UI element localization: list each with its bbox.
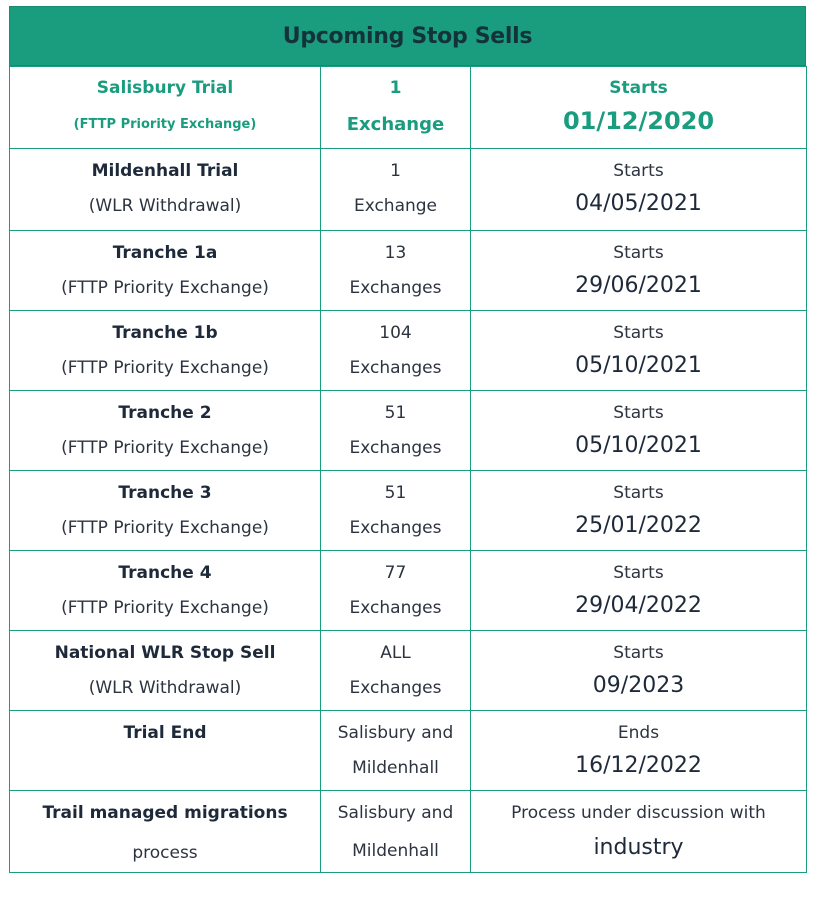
- stop-sells-table: [9, 66, 807, 873]
- table-row: [10, 471, 807, 551]
- row-date: 05/10/2021: [575, 433, 702, 458]
- table-row: [10, 551, 807, 631]
- row-date: industry: [593, 835, 684, 860]
- row-label: Starts: [613, 323, 664, 343]
- row-unit: Exchanges: [349, 278, 442, 298]
- row-unit: Exchange: [353, 196, 438, 216]
- row-name: Tranche 3: [118, 483, 212, 503]
- row-count: 51: [384, 403, 407, 423]
- row-name: National WLR Stop Sell: [54, 643, 276, 663]
- row-count: Salisbury and: [337, 723, 454, 743]
- row-label: Starts: [613, 563, 664, 583]
- row-name: Trial End: [123, 723, 207, 743]
- row-unit: Exchanges: [349, 678, 442, 698]
- row-name: Tranche 4: [118, 563, 212, 583]
- row-count: 1: [389, 78, 402, 98]
- row-subtitle: (WLR Withdrawal): [88, 196, 242, 216]
- table-row: [10, 231, 807, 311]
- row-date: 29/06/2021: [575, 273, 702, 298]
- row-date: 25/01/2022: [575, 513, 702, 538]
- row-date: 01/12/2020: [562, 107, 715, 135]
- table-header: [9, 6, 806, 66]
- row-subtitle: process: [132, 843, 198, 863]
- table-row: [10, 391, 807, 471]
- row-label: Starts: [609, 78, 668, 98]
- table-row: [10, 711, 807, 791]
- row-name: Mildenhall Trial: [91, 161, 239, 181]
- table-row: [10, 311, 807, 391]
- row-date: 09/2023: [592, 673, 685, 698]
- row-count: ALL: [380, 643, 411, 663]
- table-row: [10, 149, 807, 231]
- row-unit: Exchanges: [349, 358, 442, 378]
- table-title: Upcoming Stop Sells: [282, 23, 533, 49]
- row-name: Trail managed migrations: [42, 803, 288, 823]
- row-label: Starts: [613, 643, 664, 663]
- row-unit: Exchange: [346, 114, 445, 135]
- row-count: 104: [379, 323, 412, 343]
- row-count: Salisbury and: [337, 803, 454, 823]
- row-subtitle: (FTTP Priority Exchange): [61, 518, 269, 538]
- table-row: [10, 67, 807, 149]
- row-unit: Mildenhall: [352, 758, 439, 778]
- stop-sells-table-container: [9, 6, 806, 873]
- row-date: 04/05/2021: [575, 191, 702, 216]
- row-label: Starts: [613, 483, 664, 503]
- row-name: Tranche 1b: [112, 323, 218, 343]
- row-unit: Exchanges: [349, 518, 442, 538]
- row-subtitle: (FTTP Priority Exchange): [61, 598, 269, 618]
- table-row: [10, 631, 807, 711]
- table-row: [10, 791, 807, 873]
- row-count: 77: [384, 563, 407, 583]
- row-label: Ends: [617, 723, 660, 743]
- row-label: Process under discussion with: [511, 803, 766, 823]
- row-label: Starts: [613, 403, 664, 423]
- row-count: 13: [384, 243, 407, 263]
- row-date: 29/04/2022: [575, 593, 702, 618]
- row-label: Starts: [613, 243, 664, 263]
- row-name: Tranche 1a: [112, 243, 218, 263]
- row-subtitle: (FTTP Priority Exchange): [61, 358, 269, 378]
- row-name: Salisbury Trial: [96, 78, 234, 98]
- row-unit: Mildenhall: [352, 841, 439, 861]
- row-date: 05/10/2021: [575, 353, 702, 378]
- row-name: Tranche 2: [118, 403, 212, 423]
- row-subtitle: (FTTP Priority Exchange): [61, 438, 269, 458]
- row-subtitle: (FTTP Priority Exchange): [61, 278, 269, 298]
- row-subtitle: (FTTP Priority Exchange): [73, 117, 257, 132]
- row-count: 51: [384, 483, 407, 503]
- row-subtitle: (WLR Withdrawal): [88, 678, 242, 698]
- row-label: Starts: [613, 161, 664, 181]
- row-unit: Exchanges: [349, 598, 442, 618]
- row-date: 16/12/2022: [575, 753, 702, 778]
- row-unit: Exchanges: [349, 438, 442, 458]
- row-count: 1: [390, 161, 401, 181]
